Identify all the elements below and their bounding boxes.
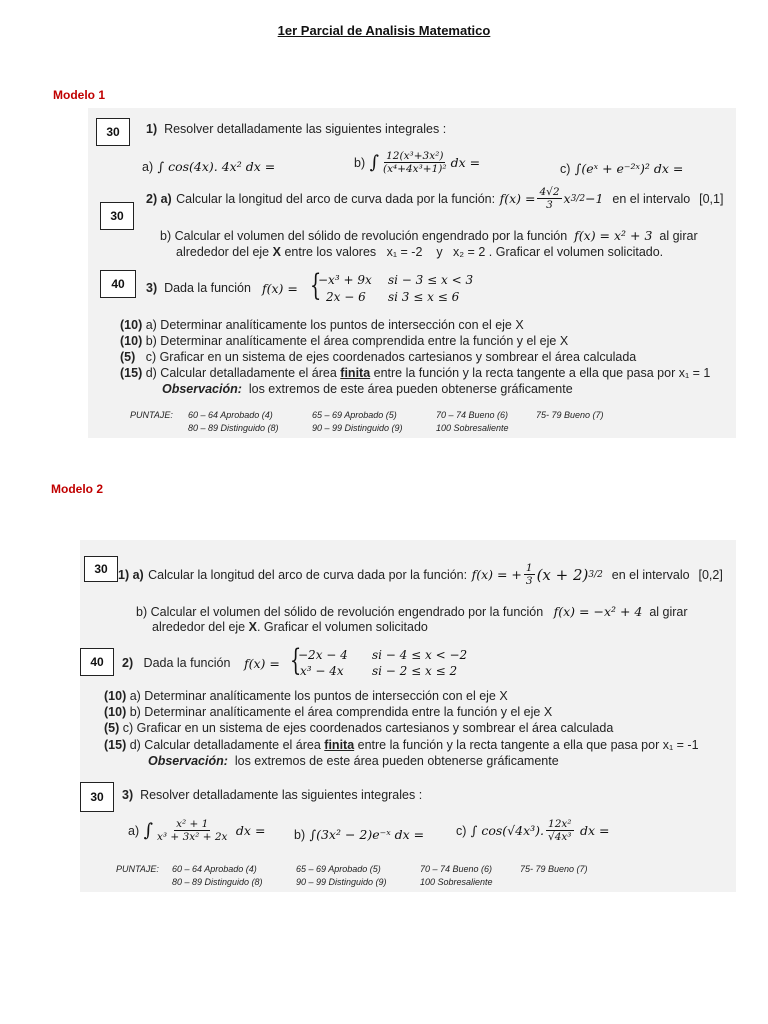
m2-puntaje-1: 60 – 64 Aprobado (4)	[172, 864, 257, 874]
m1-q1-c: c) ∫(eˣ + e⁻²ˣ)² dx =	[560, 161, 684, 176]
m2-q2-func-lhs: f(x) =	[244, 656, 280, 671]
m1-item-b: (10) b) Determinar analíticamente el área comprendida entre la función y el eje X	[120, 334, 569, 348]
m2-item-c: (5) c) Graficar en un sistema de ejes coordenados cartesianos y sombrear el área calculada	[104, 721, 614, 735]
m1-q3-heading: 3) Dada la función	[146, 281, 251, 295]
m2-puntaje-label: PUNTAJE:	[116, 864, 159, 874]
m1-puntaje-1: 60 – 64 Aprobado (4)	[188, 410, 273, 420]
m1-q3-brace: {	[309, 268, 322, 303]
modelo-2-label: Modelo 2	[51, 482, 104, 496]
m1-item-c: (5) c) Graficar en un sistema de ejes coordenados cartesianos y sombrear el área calculada	[120, 350, 637, 364]
m2-q3-a: a) ∫ $\frac{\text{x² + 1}}{\text{x³ + 3x² + 2x}}$ dx =	[128, 818, 266, 843]
score-box-q2: 30	[100, 202, 134, 230]
modelo-1-label: Modelo 1	[53, 88, 106, 102]
m1-puntaje-7: 100 Sobresaliente	[436, 423, 509, 433]
m2-q1b-line1: b) Calcular el volumen del sólido de revolución engendrado por la función f(x) = −x² + 4 al girar	[136, 604, 688, 619]
m2-item-a: (10) a) Determinar analíticamente los puntos de intersección con el eje X	[104, 689, 508, 703]
m1-q2a: 2) a) Calcular la longitud del arco de curva dada por la función: f(x) = $\frac{4√2}{3}$ x 3/2 −1 en el intervalo [0,1]	[146, 186, 724, 211]
m1-q1-heading: 1) Resolver detalladamente las siguientes integrales :	[146, 122, 447, 136]
m1-item-d: (15) d) Calcular detalladamente el área finita entre la función y la recta tangente a ella que pasa por x₁ = 1	[120, 366, 711, 380]
m1-item-a: (10) a) Determinar analíticamente los puntos de intersección con el eje X	[120, 318, 524, 332]
m2-puntaje-6: 90 – 99 Distinguido (9)	[296, 877, 387, 887]
score-box-q1: 30	[96, 118, 130, 146]
m2-q2-heading: 2) Dada la función	[122, 656, 231, 670]
m2-q2-piece1: −2x − 4	[298, 648, 348, 662]
m1-q3-func-lhs: f(x) =	[262, 281, 298, 296]
page-title: 1er Parcial de Analisis Matematico	[277, 23, 491, 38]
score-box-q2: 40	[80, 648, 114, 676]
score-box-q3: 40	[100, 270, 136, 298]
m2-item-b: (10) b) Determinar analíticamente el área comprendida entre la función y el eje X	[104, 705, 553, 719]
m1-puntaje-3: 70 – 74 Bueno (6)	[436, 410, 509, 420]
m2-q2-cond2: si − 2 ≤ x ≤ 2	[372, 664, 458, 678]
m1-q2b-line1: b) Calcular el volumen del sólido de revolución engendrado por la función f(x) = x² + 3 al girar	[160, 228, 698, 243]
m1-puntaje-2: 65 – 69 Aprobado (5)	[312, 410, 397, 420]
m1-puntaje-4: 75- 79 Bueno (7)	[536, 410, 604, 420]
score-box-q1: 30	[84, 556, 118, 582]
m1-puntaje-5: 80 – 89 Distinguido (8)	[188, 423, 279, 433]
m2-puntaje-4: 75- 79 Bueno (7)	[520, 864, 588, 874]
m1-q2b-line2: alrededor del eje X entre los valores x₁ = -2 y x₂ = 2 . Graficar el volumen solicitado.	[176, 245, 664, 259]
m2-q2-brace: {	[289, 643, 302, 678]
m2-q2-cond1: si − 4 ≤ x < −2	[372, 648, 468, 662]
m1-q1-b: b) ∫ $\frac{\text{12(x³+3x²)}}{\text{(x⁴+4x³+1)²}}$ dx =	[354, 150, 481, 175]
m1-puntaje-6: 90 – 99 Distinguido (9)	[312, 423, 403, 433]
m2-observation: Observación: los extremos de este área pueden obtenerse gráficamente	[148, 754, 559, 768]
m2-q1a: 1) a) Calcular la longitud del arco de curva dada por la función: f(x) = + $\frac{1}{3}$ (x + 2) 3/2 en el intervalo [0,2]	[118, 562, 723, 587]
m2-item-d: (15) d) Calcular detalladamente el área finita entre la función y la recta tangente a ella que pasa por x₁ = -1	[104, 738, 699, 752]
m2-q1b-line2: alrededor del eje X. Graficar el volumen solicitado	[152, 620, 428, 634]
m1-observation: Observación: los extremos de este área pueden obtenerse gráficamente	[162, 382, 573, 396]
m1-q3-cond2: si 3 ≤ x ≤ 6	[388, 290, 460, 304]
m1-puntaje-label: PUNTAJE:	[130, 410, 173, 420]
m2-puntaje-3: 70 – 74 Bueno (6)	[420, 864, 493, 874]
m1-q3-piece1: −x³ + 9x	[318, 273, 372, 287]
m1-q1-a: a) ∫ cos(4x). 4x² dx =	[142, 159, 276, 174]
m1-q3-piece2: 2x − 6	[326, 290, 366, 304]
m2-q3-c: c) ∫ cos(√4x³). $\frac{\text{12x²}}{\text{√4x³}}$ dx =	[456, 818, 610, 843]
m2-q2-piece2: x³ − 4x	[300, 664, 344, 678]
m2-q3-b: b) ∫(3x² − 2)e⁻ˣ dx =	[294, 827, 425, 842]
m2-puntaje-2: 65 – 69 Aprobado (5)	[296, 864, 381, 874]
m2-puntaje-7: 100 Sobresaliente	[420, 877, 493, 887]
score-box-q3: 30	[80, 782, 114, 812]
m2-puntaje-5: 80 – 89 Distinguido (8)	[172, 877, 263, 887]
m1-q3-cond1: si − 3 ≤ x < 3	[388, 273, 474, 287]
m2-q3-heading: 3) Resolver detalladamente las siguientes integrales :	[122, 788, 423, 802]
